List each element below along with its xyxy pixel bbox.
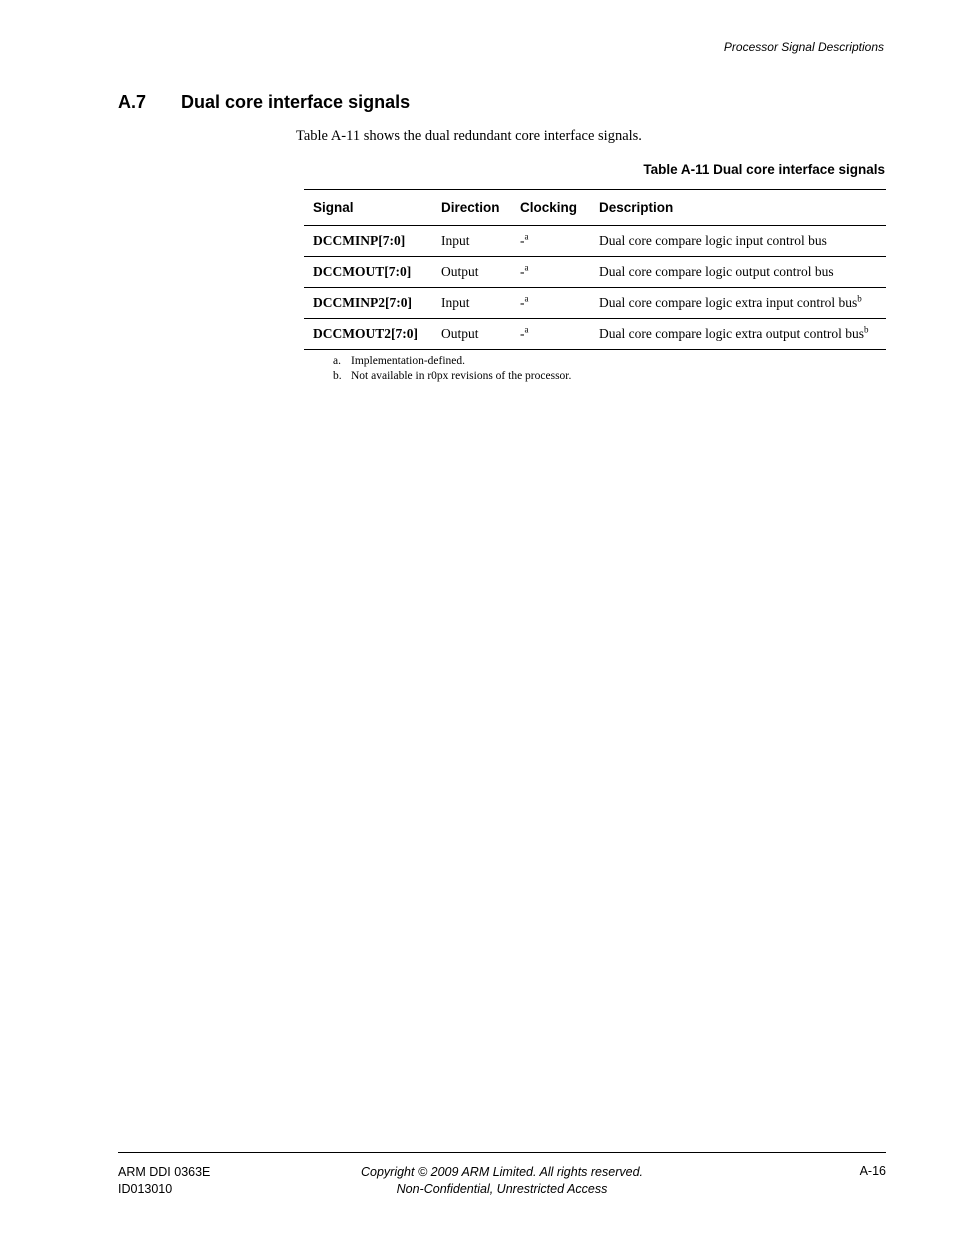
table-row bbox=[304, 257, 886, 288]
clocking-cell: -$^a$ bbox=[511, 226, 590, 257]
footer-doc-info bbox=[118, 1164, 210, 1198]
description-cell: Dual core compare logic input control bus bbox=[590, 226, 886, 257]
direction-cell: Output bbox=[432, 257, 511, 288]
footnote-ref: a bbox=[524, 231, 529, 242]
direction-cell: Input bbox=[432, 226, 511, 257]
section-heading bbox=[118, 92, 410, 113]
table-row bbox=[304, 226, 886, 257]
column-header-clocking: Clocking bbox=[511, 190, 590, 226]
page-number: A-16 bbox=[859, 1164, 886, 1178]
access-notice: Non-Confidential, Unrestricted Access bbox=[396, 1182, 608, 1196]
column-header-signal: Signal bbox=[304, 190, 432, 226]
description-cell: Dual core compare logic extra input control bus$^b$ bbox=[590, 288, 886, 319]
signals-table bbox=[304, 189, 886, 350]
column-header-direction: Direction bbox=[432, 190, 511, 226]
direction-cell: Input bbox=[432, 288, 511, 319]
footnote: b. Not available in r0px revisions of the processor. bbox=[333, 370, 572, 382]
footnote-ref: a bbox=[524, 293, 529, 304]
table-row bbox=[304, 319, 886, 350]
signal-cell: DCCMOUT[7:0] bbox=[304, 257, 432, 288]
footnote-ref: b bbox=[857, 293, 862, 304]
issue-id: ID013010 bbox=[118, 1182, 173, 1196]
footer-legal bbox=[302, 1164, 702, 1198]
signal-cell: DCCMINP2[7:0] bbox=[304, 288, 432, 319]
footnote-ref: a bbox=[524, 262, 529, 273]
direction-cell: Output bbox=[432, 319, 511, 350]
table-header-row bbox=[304, 190, 886, 226]
intro-paragraph: Table A-11 shows the dual redundant core interface signals. bbox=[296, 128, 642, 144]
footnote-ref: a bbox=[524, 324, 529, 335]
doc-id: ARM DDI 0363E bbox=[118, 1165, 211, 1179]
clocking-cell: -$^a$ bbox=[511, 288, 590, 319]
table-row bbox=[304, 288, 886, 319]
footnote: a. Implementation-defined. bbox=[333, 355, 466, 367]
footer-divider bbox=[118, 1152, 886, 1153]
column-header-description: Description bbox=[590, 190, 886, 226]
footnote-ref: b bbox=[864, 324, 869, 335]
signal-cell: DCCMINP[7:0] bbox=[304, 226, 432, 257]
signal-cell: DCCMOUT2[7:0] bbox=[304, 319, 432, 350]
clocking-cell: -$^a$ bbox=[511, 257, 590, 288]
copyright-notice: Copyright © 2009 ARM Limited. All rights reserved. bbox=[360, 1165, 643, 1179]
table-caption: Table A-11 Dual core interface signals bbox=[643, 162, 885, 177]
running-header: Processor Signal Descriptions bbox=[723, 40, 884, 54]
clocking-cell: -$^a$ bbox=[511, 319, 590, 350]
table-footnotes bbox=[333, 354, 571, 384]
description-cell: Dual core compare logic extra output control bus$^b$ bbox=[590, 319, 886, 350]
description-cell: Dual core compare logic output control bus bbox=[590, 257, 886, 288]
section-number: A.7 bbox=[118, 92, 147, 112]
section-title: Dual core interface signals bbox=[181, 92, 411, 112]
